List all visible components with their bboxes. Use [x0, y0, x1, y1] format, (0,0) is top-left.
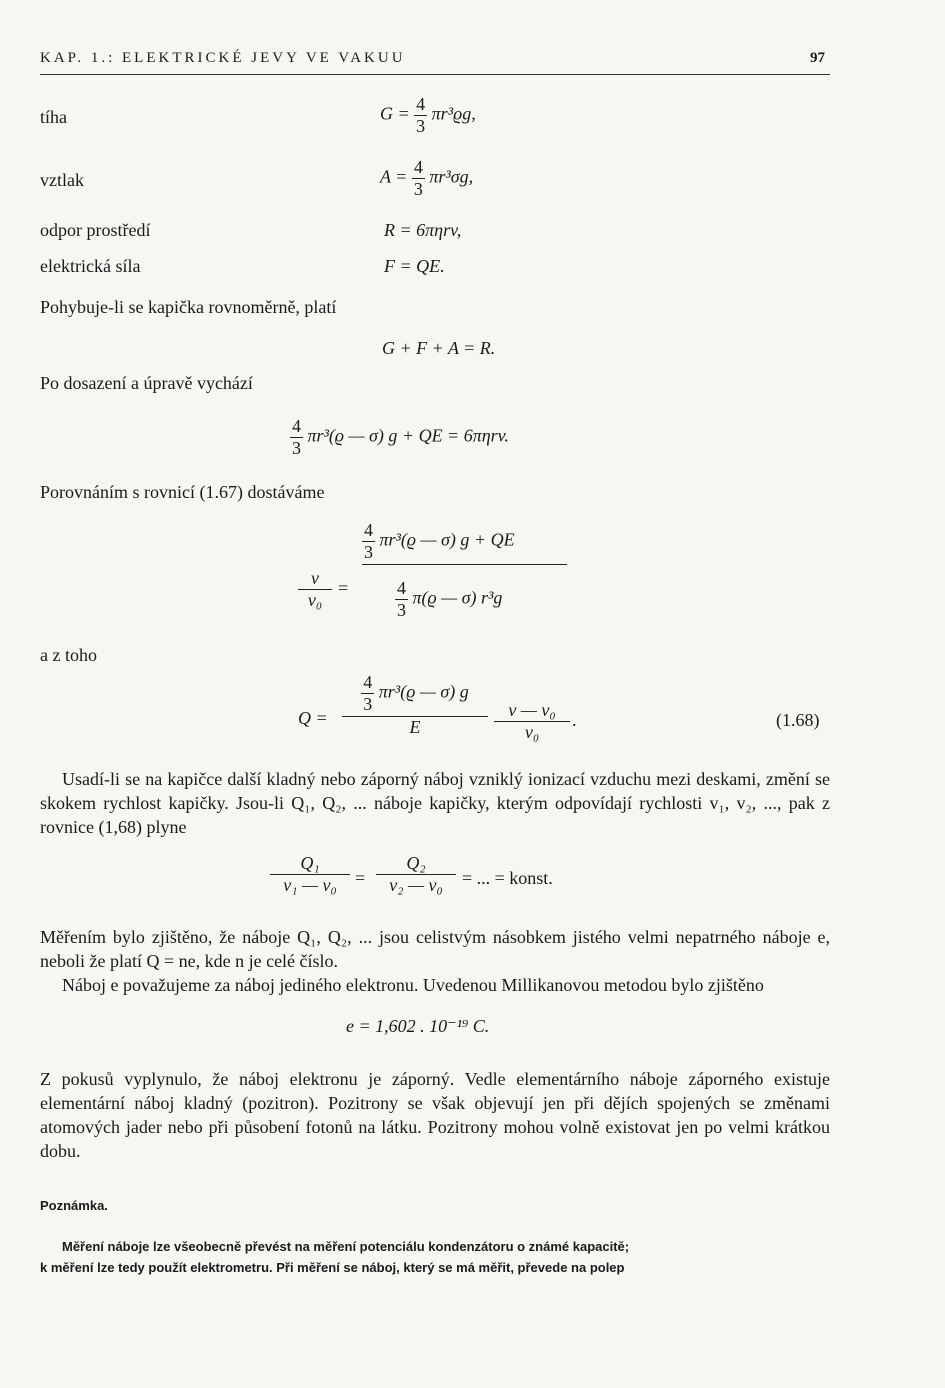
fraction: [290, 416, 303, 458]
equation-number: (1.68): [776, 710, 820, 730]
frac-num: 4: [363, 672, 373, 692]
eq-substituted: [290, 416, 509, 458]
paragraph-charge-change: Usadí-li se na kapičce další kladný nebo záporný náboj vzniklý ionizací vzduchu mezi deskami, změní se skokem rychlost kapičky. Jsou-li Q₁, Q₂, ... náboje kapičky, kterým odpovídají rychlosti v₁, v₂, ..., pak z rovnice (1,68) plyne: [40, 769, 830, 837]
paragraph-quantization: Měřením bylo zjištěno, že náboje Q₁, Q₂, ... jsou celistvým násobkem jistého velmi nepatrného náboje e, neboli že platí Q = ne, kde n je celé číslo.: [40, 927, 830, 971]
fraction: [361, 672, 374, 714]
force-label-electric: elektrická síla: [40, 256, 141, 276]
eq4-main-num: [342, 672, 488, 717]
frac-num: 4: [364, 520, 373, 540]
note-line-1: Měření náboje lze všeobecně převést na měření potenciálu kondenzátoru o známé kapacitě;: [62, 1239, 630, 1254]
frac-num: 4: [397, 578, 406, 598]
eq5-d2: v₂ — v₀: [389, 875, 443, 895]
frac-den: 3: [397, 599, 406, 620]
paragraph-positron: Z pokusů vyplynulo, že náboj elektronu je záporný. Vedle elementárního náboje záporného existuje elementární náboj kladný (pozitron). Pozitrony se však objevují jen při dějích spojených se změnami atomových jader nebo při působení fotonů na látku. Pozitrony mohou volně existovat jen po velmi krátkou dobu.: [40, 1069, 830, 1161]
eq-buoyancy: [380, 157, 473, 199]
eq4-main-fraction: [342, 672, 488, 738]
eq4-velocity-num: v — v₀: [494, 700, 570, 722]
page-number: 97: [810, 50, 825, 66]
frac-den: 3: [413, 178, 423, 199]
eq5-d1: v₁ — v₀: [283, 875, 337, 895]
eq5-q2: Q₂: [376, 853, 456, 875]
eq4-velocity-den: v₀: [524, 722, 540, 742]
note-line-2: k měření lze tedy použít elektrometru. Při měření se náboj, který se má měřit, převede na polep: [40, 1260, 625, 1275]
fraction: [414, 94, 427, 136]
eq-weight-rhs: πr³ϱg,: [431, 103, 476, 124]
eq-buoyancy-lhs: A =: [380, 166, 408, 187]
frac-num: 4: [413, 157, 423, 177]
eq-electric: F = QE.: [384, 256, 445, 276]
frac-num: 4: [292, 416, 301, 436]
eq4-top-rest: πr³(ϱ — σ) g: [378, 681, 469, 702]
fraction: [412, 157, 425, 199]
eq3-equals: =: [338, 578, 349, 598]
frac-den: 3: [416, 115, 426, 136]
running-header: KAP. 1.: ELEKTRICKÉ JEVY VE VAKUU: [40, 50, 406, 66]
note-title: Poznámka.: [40, 1198, 108, 1213]
eq-elementary-charge: e = 1,602 . 10⁻¹⁹ C.: [346, 1016, 490, 1036]
header-rule: [40, 74, 830, 75]
force-label-weight: tíha: [40, 107, 67, 127]
eq-drag: R = 6πηrv,: [384, 220, 462, 240]
eq4-q: Q =: [298, 708, 328, 728]
force-label-drag: odpor prostředí: [40, 220, 151, 240]
force-label-buoyancy: vztlak: [40, 170, 84, 190]
eq4-velocity-fraction: [494, 700, 570, 743]
eq5-rest: = ... = konst.: [462, 868, 553, 888]
eq-balance: G + F + A = R.: [382, 338, 496, 358]
eq4-period: .: [572, 710, 577, 730]
paragraph-substitution: Po dosazení a úpravě vychází: [40, 373, 253, 393]
eq3-v-den: v₀: [307, 590, 323, 610]
eq-weight: [380, 94, 476, 136]
fraction: [362, 520, 375, 562]
frac-den: 3: [292, 437, 301, 458]
eq5-fraction-2: [376, 853, 456, 896]
fraction: [395, 578, 408, 620]
eq5-fraction-1: [270, 853, 350, 896]
eq-weight-lhs: G =: [380, 103, 410, 124]
eq3-bottom-rest: π(ϱ — σ) r³g: [412, 587, 503, 608]
eq5-q1: Q₁: [270, 853, 350, 875]
paragraph-electron-charge: Náboj e považujeme za náboj jediného elektronu. Uvedenou Millikanovou metodou bylo zjištěno: [62, 975, 764, 995]
eq4-main-den: E: [409, 717, 421, 738]
frac-den: 3: [363, 693, 373, 714]
eq3-v: [298, 568, 332, 611]
eq-substituted-rest: πr³(ϱ — σ) g + QE = 6πηrv.: [307, 425, 509, 446]
eq3-top: [362, 520, 567, 565]
eq3-top-rest: πr³(ϱ — σ) g + QE: [379, 529, 515, 550]
frac-num: 4: [416, 94, 426, 114]
eq3-v-num: v: [298, 568, 332, 590]
paragraph-hence: a z toho: [40, 645, 97, 665]
eq5-equals: =: [355, 868, 366, 888]
eq-buoyancy-rhs: πr³σg,: [429, 166, 474, 187]
paragraph-uniform-motion: Pohybuje-li se kapička rovnoměrně, platí: [40, 297, 337, 317]
frac-den: 3: [364, 541, 373, 562]
eq3-bottom: [395, 578, 502, 620]
paragraph-comparison: Porovnáním s rovnicí (1.67) dostáváme: [40, 482, 325, 502]
